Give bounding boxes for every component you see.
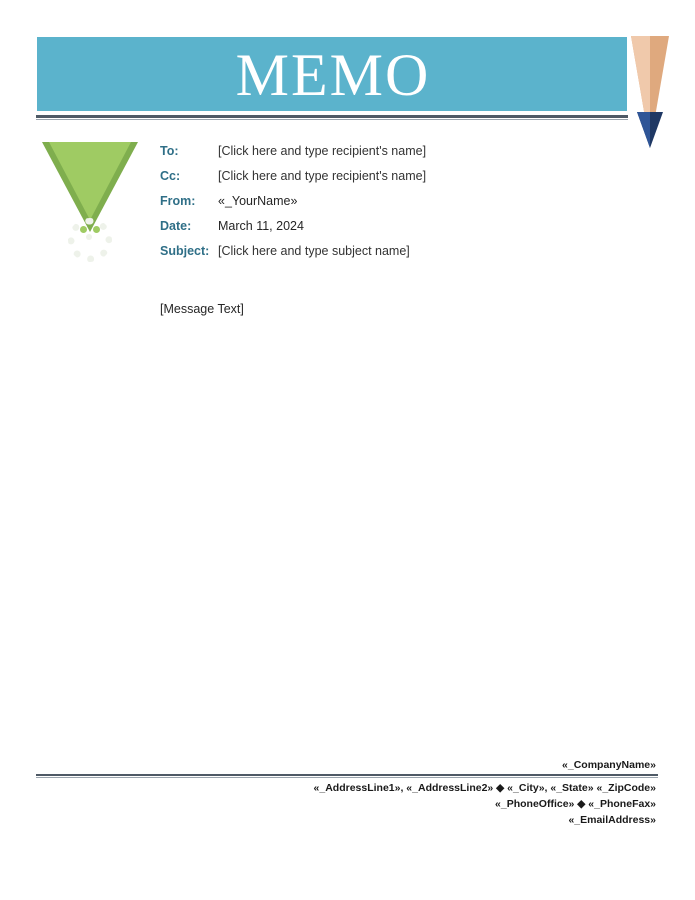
field-value-subject[interactable]: [Click here and type subject name] — [218, 244, 410, 258]
medal-dot-right — [93, 226, 100, 233]
field-label-from: From: — [160, 194, 196, 208]
field-value-cc[interactable]: [Click here and type recipient's name] — [218, 169, 427, 183]
field-row-date — [160, 219, 630, 233]
field-row-to — [160, 144, 630, 158]
footer-rule-thick — [36, 774, 658, 776]
field-label-cc: Cc: — [160, 169, 181, 183]
footer-phone: «_PhoneOffice» ◆ «_PhoneFax» — [495, 798, 656, 810]
footer-rule-thin — [36, 777, 658, 778]
header-rule-thick — [36, 115, 628, 118]
medal-ribbon-icon — [42, 142, 138, 272]
medal-triangle-inner — [49, 142, 131, 220]
field-value-from[interactable]: «_YourName» — [218, 194, 298, 208]
pencil-corner-icon — [631, 36, 669, 164]
field-label-date: Date: — [160, 219, 192, 233]
page-title: MEMO — [235, 42, 431, 108]
field-value-date[interactable]: March 11, 2024 — [218, 219, 304, 233]
document-footer — [36, 759, 658, 826]
footer-company-name: «_CompanyName» — [562, 759, 656, 771]
message-body-placeholder[interactable]: [Message Text] — [160, 302, 244, 316]
medal-ring-shape — [68, 218, 112, 262]
field-label-subject: Subject: — [160, 244, 210, 258]
footer-address: «_AddressLine1», «_AddressLine2» ◆ «_City», «_State» «_ZipCode» — [313, 782, 656, 794]
header-banner — [36, 36, 628, 112]
header-rule-thin — [36, 119, 628, 120]
pencil-tip-highlight — [637, 112, 650, 148]
footer-email: «_EmailAddress» — [568, 814, 656, 826]
medal-dot-left — [80, 226, 87, 233]
field-row-subject — [160, 244, 630, 258]
field-value-to[interactable]: [Click here and type recipient's name] — [218, 144, 427, 158]
field-label-to: To: — [160, 144, 179, 158]
field-row-from — [160, 194, 630, 208]
memo-fields — [160, 144, 630, 269]
memo-header — [36, 36, 628, 122]
field-row-cc — [160, 169, 630, 183]
medal-dot-center — [86, 234, 92, 240]
